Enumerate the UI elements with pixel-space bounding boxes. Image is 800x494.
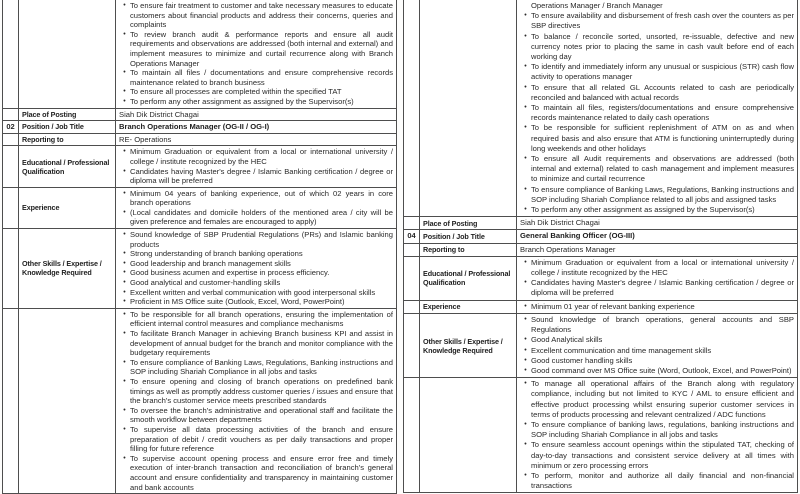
bullet-icon: • xyxy=(123,425,126,433)
bullet-icon: • xyxy=(524,104,527,112)
bullet-text: Sound knowledge of SBP Prudential Regulations (PRs) and Islamic banking products xyxy=(130,230,393,249)
bullet-text: To manage all operational affairs of the Branch along with regulatory compliance, including but not limited to KYC / AML to ensure efficient and effective product processing whilst ensuring superior customer services in terms of products processing and relevant centralized / ADC functions xyxy=(531,379,794,419)
serial-number-cell xyxy=(404,243,420,256)
bullet-icon: • xyxy=(524,12,527,20)
bullet-icon: • xyxy=(123,377,126,385)
field-label-cell: Reporting to xyxy=(19,133,116,146)
bullet-item xyxy=(119,406,393,425)
bullet-item xyxy=(520,315,794,335)
serial-number-cell xyxy=(404,0,420,217)
field-content-cell xyxy=(517,243,798,256)
bullet-item xyxy=(119,425,393,454)
bullet-item xyxy=(119,278,393,288)
bullet-icon: • xyxy=(123,167,126,175)
bullet-item xyxy=(119,310,393,329)
bullet-icon: • xyxy=(524,206,527,214)
field-label-cell: Other Skills / Expertise / Knowledge Required xyxy=(19,229,116,309)
bullet-icon: • xyxy=(123,250,126,258)
bullet-item xyxy=(520,379,794,420)
bullet-text: Sound knowledge of branch operations, general accounts and SBP Regulations xyxy=(531,314,794,335)
bullet-icon: • xyxy=(524,346,527,354)
bullet-item xyxy=(520,62,794,82)
bullet-icon: • xyxy=(524,336,527,344)
table-row xyxy=(404,378,798,493)
bullet-icon: • xyxy=(123,208,126,216)
bullet-text: To ensure availability and disbursement of fresh cash over the counters as per SBP directives xyxy=(531,11,794,31)
bullet-text: Good analytical and customer-handling skills xyxy=(130,278,281,288)
field-content-cell xyxy=(116,133,397,146)
serial-number-cell xyxy=(3,308,19,493)
bullet-icon: • xyxy=(123,288,126,296)
bullet-text: Good Analytical skills xyxy=(531,335,603,345)
table-row xyxy=(404,300,798,313)
bullet-item xyxy=(520,154,794,185)
serial-number-cell xyxy=(404,217,420,230)
bullet-text: To maintain all files / documentations and ensure comprehensive records maintenance related to branch business xyxy=(130,68,393,87)
bullet-text: To ensure compliance of banking laws, regulations, banking instructions and SOP including Shariah Compliance in all jobs and tasks xyxy=(531,419,794,440)
bullet-text: To ensure all Audit requirements and observations are addressed (both internal and external) related to cash management and implement measures to minimize and curtail recurrence xyxy=(531,154,794,184)
bullet-icon: • xyxy=(123,97,126,105)
bullet-item xyxy=(520,346,794,356)
bullet-item xyxy=(520,205,794,215)
bullet-icon: • xyxy=(524,441,527,449)
bullet-item xyxy=(520,123,794,154)
bullet-item xyxy=(520,471,794,491)
field-label-cell: Place of Posting xyxy=(420,217,517,230)
table-row xyxy=(3,146,397,187)
bullet-item xyxy=(119,97,393,107)
bullet-text: Minimum Graduation or equivalent from a local or international university / college / institute recognized by the HEC xyxy=(531,257,794,278)
serial-number-cell xyxy=(3,133,19,146)
serial-number-cell xyxy=(404,313,420,377)
field-label-cell xyxy=(420,378,517,493)
bullet-item xyxy=(520,278,794,298)
serial-number-cell: 04 xyxy=(404,230,420,243)
bullet-item xyxy=(520,83,794,103)
bullet-icon: • xyxy=(123,148,126,156)
bullet-icon: • xyxy=(524,356,527,364)
table-row xyxy=(404,313,798,377)
bullet-text: To ensure compliance of Banking Laws, Regulations, Banking instructions and SOP including Shariah Compliance in all jobs and tasks xyxy=(130,357,393,377)
field-content-cell xyxy=(116,187,397,228)
bullet-item xyxy=(119,358,393,377)
field-content-cell xyxy=(116,0,397,108)
bullet-text: To ensure fair treatment to customer and take necessary measures to educate customers about financial products and address their concerns, queries and complaints xyxy=(130,1,393,30)
bullet-item xyxy=(119,167,393,186)
table-row xyxy=(404,243,798,256)
table-row xyxy=(404,0,798,217)
bullet-item xyxy=(119,329,393,358)
bullet-text: To ensure opening and closing of branch operations on predefined bank timings as well as promptly address customer queries / issues and ensure that the branch's customer service meets prescribed standards xyxy=(130,376,393,406)
bullet-text: Minimum Graduation or equivalent from a local or international university / college / institute recognized by the HEC xyxy=(130,147,393,166)
bullet-icon: • xyxy=(123,454,126,462)
bullet-icon: • xyxy=(123,406,126,414)
bullet-item xyxy=(520,420,794,440)
field-value-text: Branch Operations Manager (OG-II / OG-I) xyxy=(119,122,270,132)
field-value-text: Siah Dik District Chagai xyxy=(520,218,600,228)
bullet-text: (Local candidates and domicile holders of the mentioned area / city will be given preference and females are encouraged to apply) xyxy=(130,207,393,227)
bullet-text: Good command over MS Office suite (Word, Outlook, Excel, and PowerPoint) xyxy=(531,365,792,375)
bullet-icon: • xyxy=(123,330,126,337)
bullet-text: Strong understanding of branch banking operations xyxy=(130,249,303,259)
bullet-icon: • xyxy=(123,30,126,38)
bullet-text: Good business acumen and expertise in process efficiency. xyxy=(130,268,330,278)
bullet-text: To review branch audit & performance reports and ensure all audit requirements and observations are addressed (both internal and external) and implement measures to minimize and curtail recurrence along with Branch Operations Manager xyxy=(130,29,393,68)
bullet-item xyxy=(119,297,393,307)
bullet-item xyxy=(520,103,794,123)
bullet-item xyxy=(119,68,393,87)
bullet-item xyxy=(119,249,393,259)
table-row xyxy=(404,256,798,300)
bullet-item xyxy=(520,356,794,366)
serial-number-cell xyxy=(3,146,19,187)
table-row xyxy=(3,0,397,108)
bullet-icon: • xyxy=(123,279,126,287)
serial-number-cell: 02 xyxy=(3,121,19,134)
bullet-item xyxy=(119,288,393,298)
bullet-text: To ensure all processes are completed within the specified TAT xyxy=(130,87,342,97)
table-row xyxy=(404,230,798,243)
bullet-text: To ensure that all related GL Accounts related to cash are periodically reconciled and balanced with actual records xyxy=(531,82,794,102)
field-content-cell xyxy=(116,308,397,493)
bullet-text: To oversee the branch's administrative and operational staff and facilitate the smooth workflow between departments xyxy=(130,405,393,425)
bullet-text: To be responsible for all branch operations, ensuring the implementation of efficient internal control measures and compliance mechanisms xyxy=(130,309,393,329)
bullet-icon: • xyxy=(123,259,126,267)
bullet-icon: • xyxy=(123,88,126,96)
field-content-cell xyxy=(517,300,798,313)
field-content-cell xyxy=(116,121,397,134)
bullet-icon: • xyxy=(524,315,527,323)
serial-number-cell xyxy=(404,378,420,493)
table-row xyxy=(3,108,397,121)
field-content-cell xyxy=(517,230,798,243)
field-label-cell xyxy=(19,0,116,108)
bullet-icon: • xyxy=(123,358,126,366)
bullet-icon: • xyxy=(123,69,126,77)
bullet-icon: • xyxy=(524,279,527,287)
field-content-cell xyxy=(517,378,798,493)
bullet-item xyxy=(119,230,393,249)
field-value-text: Branch Operations Manager xyxy=(520,244,616,254)
serial-number-cell xyxy=(404,300,420,313)
bullet-item xyxy=(119,87,393,97)
position-02-section xyxy=(2,0,397,494)
bullet-icon: • xyxy=(524,420,527,428)
serial-number-cell xyxy=(3,0,19,108)
serial-number-cell xyxy=(3,187,19,228)
bullet-icon: • xyxy=(524,83,527,91)
bullet-icon: • xyxy=(123,231,126,239)
serial-number-cell xyxy=(404,256,420,300)
continuation-line: Operations Manager / Branch Manager xyxy=(531,1,663,10)
bullet-icon: • xyxy=(524,366,527,374)
bullet-item xyxy=(520,11,794,31)
bullet-icon: • xyxy=(524,471,527,479)
bullet-item xyxy=(119,454,393,492)
field-content-cell xyxy=(517,217,798,230)
bullet-icon: • xyxy=(524,380,527,388)
bullet-item xyxy=(119,147,393,166)
field-label-cell: Educational / Professional Qualification xyxy=(420,256,517,300)
bullet-text: Excellent written and verbal communication with good interpersonal skills xyxy=(130,287,376,297)
bullet-item xyxy=(520,302,794,312)
bullet-icon: • xyxy=(123,189,126,197)
bullet-text: To perform, monitor and authorize all daily financial and non-financial transactions xyxy=(531,470,794,491)
field-label-cell: Other Skills / Expertise / Knowledge Required xyxy=(420,313,517,377)
field-content-cell xyxy=(116,229,397,309)
bullet-icon: • xyxy=(524,258,527,266)
bullet-text: To perform any other assignment as assigned by the Supervisor(s) xyxy=(531,205,755,215)
bullet-item xyxy=(119,259,393,269)
bullet-icon: • xyxy=(123,310,126,318)
bullet-text: To ensure seamless account openings within the stipulated TAT, checking of day-to-day transactions and consistent service delivery at all times with minimum or zero processing errors xyxy=(531,440,794,470)
bullet-icon: • xyxy=(524,155,527,163)
position-04-section xyxy=(403,0,798,493)
field-label-cell xyxy=(19,308,116,493)
table-row xyxy=(3,229,397,309)
bullet-text: Good customer handling skills xyxy=(531,355,633,365)
bullet-icon: • xyxy=(123,269,126,277)
bullet-icon: • xyxy=(524,185,527,193)
bullet-text: Minimum 04 years of banking experience, out of which 02 years in core branch operations xyxy=(130,188,393,208)
bullet-item xyxy=(520,185,794,205)
field-label-cell: Place of Posting xyxy=(19,108,116,121)
bullet-item xyxy=(119,268,393,278)
field-label-cell: Experience xyxy=(19,187,116,228)
bullet-icon: • xyxy=(524,32,527,40)
table-row xyxy=(404,217,798,230)
field-value-text: Siah Dik District Chagai xyxy=(119,109,199,119)
bullet-text: To perform any other assignment as assigned by the Supervisor(s) xyxy=(130,96,354,106)
bullet-text: Proficient in MS Office suite (Outlook, Excel, Word, PowerPoint) xyxy=(130,297,345,307)
field-content-cell xyxy=(517,0,798,217)
field-label-cell: Educational / Professional Qualification xyxy=(19,146,116,187)
bullet-text: To balance / reconcile sorted, unsorted, re-issuable, defective and new currency notes prior to placing the same in cash vault before end of each working day xyxy=(531,31,794,62)
bullet-text: To ensure compliance of Banking Laws, Regulations, Banking instructions and SOP including Shariah Compliance related to all jobs and assigned tasks xyxy=(531,184,794,204)
field-value-text: General Banking Officer (OG-III) xyxy=(520,231,635,241)
bullet-text: To facilitate Branch Manager in achieving Branch business KPI and assist in development of annual budget for the branch and monitor compliance with the budgetary requirements xyxy=(130,329,393,358)
field-content-cell xyxy=(116,108,397,121)
bullet-text: Candidates having Master's degree / Islamic Banking certification / degree or diploma will be preferred xyxy=(130,166,393,186)
bullet-icon: • xyxy=(524,63,527,71)
field-value-text: RE- Operations xyxy=(119,134,172,144)
bullet-item xyxy=(119,377,393,406)
serial-number-cell xyxy=(3,229,19,309)
serial-number-cell xyxy=(3,108,19,121)
field-label-cell xyxy=(420,0,517,217)
bullet-item xyxy=(520,335,794,345)
bullet-text: To be responsible for sufficient replenishment of ATM on as and when required basis and also ensure that ATM is functioning uninterruptedly during long weekends and other holidays xyxy=(531,123,794,153)
bullet-item xyxy=(119,208,393,227)
bullet-item xyxy=(119,189,393,208)
bullet-text: Candidates having Master's degree / Islamic Banking certification / degree or diploma will be preferred xyxy=(531,278,794,298)
field-content-cell xyxy=(116,146,397,187)
table-row xyxy=(3,121,397,134)
bullet-text: Good leadership and branch management skills xyxy=(130,258,291,268)
bullet-text: To identify and immediately inform any unusual or suspicious (STR) cash flow activity to operations manager xyxy=(531,62,794,82)
bullet-icon: • xyxy=(123,298,126,306)
bullet-item xyxy=(520,366,794,376)
table-row xyxy=(3,133,397,146)
field-label-cell: Experience xyxy=(420,300,517,313)
field-content-cell xyxy=(517,256,798,300)
field-label-cell: Position / Job Title xyxy=(420,230,517,243)
bullet-icon: • xyxy=(524,124,527,132)
bullet-item xyxy=(119,1,393,30)
bullet-text: Excellent communication and time management skills xyxy=(531,345,712,355)
bullet-icon: • xyxy=(524,302,527,310)
bullet-icon: • xyxy=(123,2,126,9)
bullet-item xyxy=(520,32,794,63)
bullet-text: Minimum 01 year of relevant banking experience xyxy=(531,301,695,311)
field-label-cell: Position / Job Title xyxy=(19,121,116,134)
bullet-item xyxy=(119,30,393,68)
bullet-text: To supervise account opening process and ensure error free and timely execution of inter-branch transaction and reconciliation of branch's general account and ensure confidentiality and transparency in maintaining customer and bank accounts xyxy=(130,453,393,492)
bullet-item xyxy=(520,258,794,278)
field-label-cell: Reporting to xyxy=(420,243,517,256)
table-row xyxy=(3,187,397,228)
bullet-text: To supervise all data processing activities of the branch and ensure preparation of debit / credit vouchers as per daily transactions and proper filling for future reference xyxy=(130,424,393,454)
bullet-text: To maintain all files, registers/documentations and ensure comprehensive records maintenance related to daily cash operations xyxy=(531,103,794,123)
field-content-cell xyxy=(517,313,798,377)
table-row xyxy=(3,308,397,493)
